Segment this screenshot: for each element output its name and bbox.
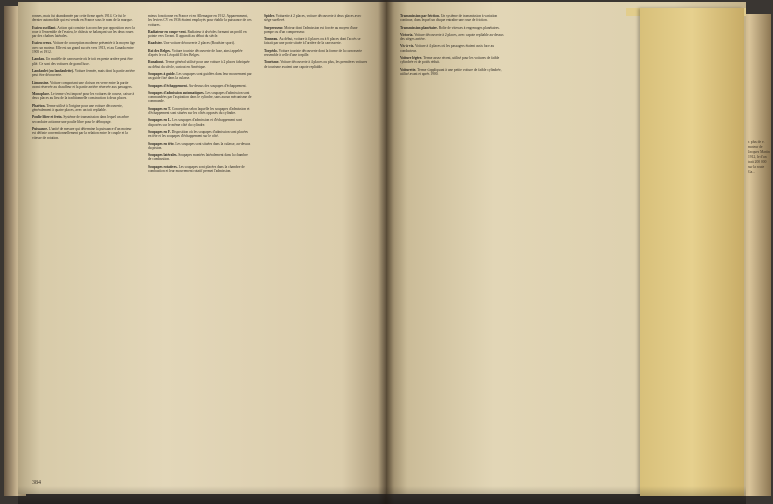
dictionary-entry — [148, 91, 252, 104]
entry-headword: Soupapes latérales. — [148, 153, 179, 158]
dictionary-entry — [400, 56, 504, 65]
edge-page-text: r. plus de e. moteur de Jacques Martin 1912, le d'un trait 200 000 sur la route Ga... — [748, 140, 770, 174]
left-column-2 — [148, 14, 252, 176]
dictionary-entry — [264, 14, 368, 23]
entry-definition: Les soupapes sont placées dans la chambre de combustion et leur mouvement rotatif permet l'admission. — [148, 164, 245, 174]
dictionary-entry — [32, 69, 136, 78]
entry-definition: Une voiture découverte 2 places (Roadster sport). — [163, 41, 235, 46]
left-page — [18, 2, 386, 494]
entry-headword: Spider. — [264, 14, 276, 18]
entry-headword: Victoria. — [400, 32, 415, 37]
entry-definition: ronnes, mais fut abandonnée par cette firme après 1914. Ce fut le dernier automobile qui est vendu en France sous le nom de la marque. — [32, 14, 133, 23]
bottom-shadow — [18, 486, 746, 504]
entry-headword: Vis-à-vis. — [400, 44, 416, 49]
entry-definition: mieux fonctionne en France et en Allemagne en 1912. Apparemment, les leviers CV en 1936 étaient employés pour établir la puissance de ces voitures. — [148, 14, 252, 27]
dictionary-entry — [148, 165, 252, 174]
dictionary-entry — [400, 44, 504, 53]
right-column-1 — [400, 14, 504, 79]
entry-headword: Puissance. — [32, 126, 49, 131]
dictionary-entry — [264, 60, 368, 69]
dictionary-entry — [400, 33, 504, 42]
entry-definition: Moteur dont l'admission est forcée au moyen d'une pompe ou d'un compresseur. — [264, 25, 358, 34]
entry-definition: Disposition où les soupapes d'admission sont placées en tête et les soupapes d'échappement sur le côté. — [148, 129, 248, 139]
entry-headword: Soupapes en T. — [148, 106, 172, 111]
dictionary-entry — [400, 14, 504, 23]
entry-definition: Au début, voiture à 4 places ou à 6 places dont l'accès se faisait par une porte située à l'arrière de la carrosserie. — [264, 37, 361, 46]
dictionary-entry — [32, 127, 136, 140]
dictionary-entry — [148, 30, 252, 39]
entry-definition: Conception selon laquelle les soupapes d'admission et d'échappement sont situées sur les côtés opposés du cylindre. — [148, 106, 250, 116]
entry-definition: Voiture de conception moderne présentée à la moyen âge avec un moteur. Elle est un grand succès vers 1913, et au Canada entre 1905 et 1912. — [32, 41, 135, 55]
dictionary-entry — [148, 60, 252, 69]
entry-definition: Voiture découverte à 2 places, avec capote repliable au-dessus des sièges arrière. — [400, 32, 504, 42]
dictionary-entry — [148, 49, 252, 58]
entry-headword: Landau. — [32, 57, 46, 62]
entry-definition: Voiture découverte à 4 places ou plus, les premières voitures de tourisme avaient une capote repliable. — [264, 60, 368, 69]
entry-definition: Radiateur à alvéoles formant un profil en pointe vers l'avant. Il apparaît au début du siècle. — [148, 29, 247, 39]
left-column-1 — [32, 14, 136, 143]
dictionary-entry — [400, 26, 504, 30]
entry-definition: Terme s'appliquant à une petite voiture de faible cylindrée, utilisé avant et après 1900. — [400, 67, 502, 76]
entry-headword: Torpédo. — [264, 48, 279, 53]
entry-definition: Voiturette à 2 places, voiture découverte à deux places avec siège surélevé. — [264, 14, 362, 23]
dictionary-entry — [400, 68, 504, 77]
dictionary-entry — [148, 130, 252, 139]
dictionary-entry — [148, 118, 252, 127]
dictionary-entry — [148, 107, 252, 116]
entry-definition: Un modèle de carrosserie où le toit en pente arrière peut être plié. Ce sont des voitures de grand luxe. — [32, 57, 133, 66]
dictionary-entry — [264, 49, 368, 58]
entry-definition: Action qui consiste à accrocher par opposition avec la roue à l'ensemble de l'essieu, le châssis se balançant sur les deux roues par des chaînes latérales. — [32, 25, 135, 39]
dictionary-entry — [264, 37, 368, 46]
entry-headword: Soupapes d'échappement. — [148, 83, 189, 88]
entry-definition: Boîte de vitesses à engrenages planétaires. — [438, 25, 500, 30]
dictionary-entry — [32, 104, 136, 113]
dictionary-entry — [148, 72, 252, 81]
entry-headword: Transmission par friction. — [400, 14, 441, 18]
entry-headword: Roi des Belges. — [148, 48, 172, 53]
entry-definition: Voiture touriste découverte de luxe, ainsi appelée d'après le roi Léopold II des Belges. — [148, 48, 243, 58]
entry-headword: Voiturette. — [400, 67, 418, 72]
entry-headword: Runabout. — [148, 60, 166, 65]
entry-headword: Essieu oscillant. — [32, 25, 58, 30]
dictionary-entry — [32, 26, 136, 39]
entry-headword: Essieu creux. — [32, 41, 53, 46]
dictionary-entry — [32, 41, 136, 54]
dictionary-entry — [264, 26, 368, 35]
dictionary-entry — [148, 153, 252, 162]
entry-definition: Terme assez récent, utilisé pour les voitures de faible cylindrée et de poids réduit. — [400, 56, 500, 65]
entry-definition: Un système de transmission à variation continue, dans lequel un disque entraîne une roue de friction. — [400, 14, 498, 23]
entry-headword: Radiateur en coupe-vent. — [148, 29, 188, 34]
dictionary-entry — [32, 81, 136, 90]
entry-headword: Soupapes rotatives. — [148, 164, 179, 169]
entry-headword: Landaulet (ou landaulette). — [32, 68, 75, 73]
left-column-3 — [264, 14, 368, 72]
book-gutter — [378, 0, 394, 504]
yellow-insert-sheet — [640, 8, 744, 496]
entry-headword: Surpresseur. — [264, 25, 285, 30]
entry-headword: Transmission planétaire. — [400, 25, 439, 30]
entry-headword: Soupapes à guide. — [148, 71, 177, 76]
dictionary-entry — [148, 142, 252, 151]
entry-definition: Au-dessus des soupapes d'échappement. — [188, 83, 247, 88]
dictionary-entry — [32, 115, 136, 124]
entry-headword: Soupapes en tête. — [148, 141, 176, 146]
entry-definition: Les soupapes d'admission et d'échappement sont disposées sur le même côté du cylindre. — [148, 118, 243, 127]
entry-headword: Phaéton. — [32, 103, 47, 108]
entry-headword: Roadster. — [148, 41, 164, 46]
entry-headword: Voiture légère. — [400, 56, 424, 61]
entry-headword: Soupapes en F. — [148, 129, 172, 134]
dictionary-entry — [32, 57, 136, 66]
entry-headword: Poulie libre et frein. — [32, 115, 64, 120]
entry-definition: Les soupapes sont situées dans la culasse, au-dessus du piston. — [148, 141, 251, 150]
entry-definition: L'unité de mesure qui détermine la puissance d'un moteur est définie conventionnellement par la relation entre le couple et la vitesse de rotation. — [32, 126, 132, 140]
entry-definition: Soupapes montées latéralement dans la chambre de combustion. — [148, 153, 248, 162]
entry-definition: Système de transmission dans lequel un arbre secondaire actionne une poulie libre pour le débrayage. — [32, 115, 129, 124]
entry-definition: Les soupapes d'admission sont commandées par l'aspiration dans le cylindre, sans aucun mécanisme de commande. — [148, 90, 252, 104]
entry-definition: Voiture à 4 places où les passagers étaient assis face au conducteur. — [400, 44, 495, 53]
entry-definition: Les soupapes sont guidées dans leur mouvement par un guide fixé dans la culasse. — [148, 71, 252, 81]
entry-headword: Soupapes d'admission automatiques. — [148, 90, 206, 95]
entry-headword: Tourisme. — [264, 60, 281, 65]
entry-headword: Monoplace. — [32, 92, 51, 97]
left-page-number: 384 — [32, 480, 41, 486]
dictionary-entry — [148, 14, 252, 27]
entry-headword: Tonneau. — [264, 37, 280, 42]
dictionary-entry — [148, 41, 252, 45]
dictionary-entry — [32, 14, 136, 23]
entry-definition: Voiture touriste découverte dont la forme de la carrosserie ressemble à celle d'une torpille. — [264, 48, 363, 58]
entry-headword: Soupapes en L. — [148, 118, 173, 123]
entry-headword: Limousine. — [32, 80, 50, 85]
entry-definition: Voiture comportant une cloison en verre entre la partie avant réservée au chauffeur et la partie arrière réservée aux passagers. — [32, 80, 133, 89]
dictionary-entry — [32, 92, 136, 101]
entry-definition: Terme général utilisé pour une voiture à 2 places fabriquée au début du siècle, surtout en Amérique. — [148, 60, 250, 69]
entry-definition: Voiture fermée, mais dont la partie arrière peut être découverte. — [32, 68, 135, 78]
entry-definition: Le terme s'est imposé pour les voitures de course, caisse à deux places au lieu de la traditionnelle construction à deux places. — [32, 92, 135, 101]
dictionary-entry — [148, 84, 252, 88]
entry-definition: Terme utilisé à l'origine pour une voiture découverte, généralement à quatre places, avec un toit repliable. — [32, 103, 123, 113]
